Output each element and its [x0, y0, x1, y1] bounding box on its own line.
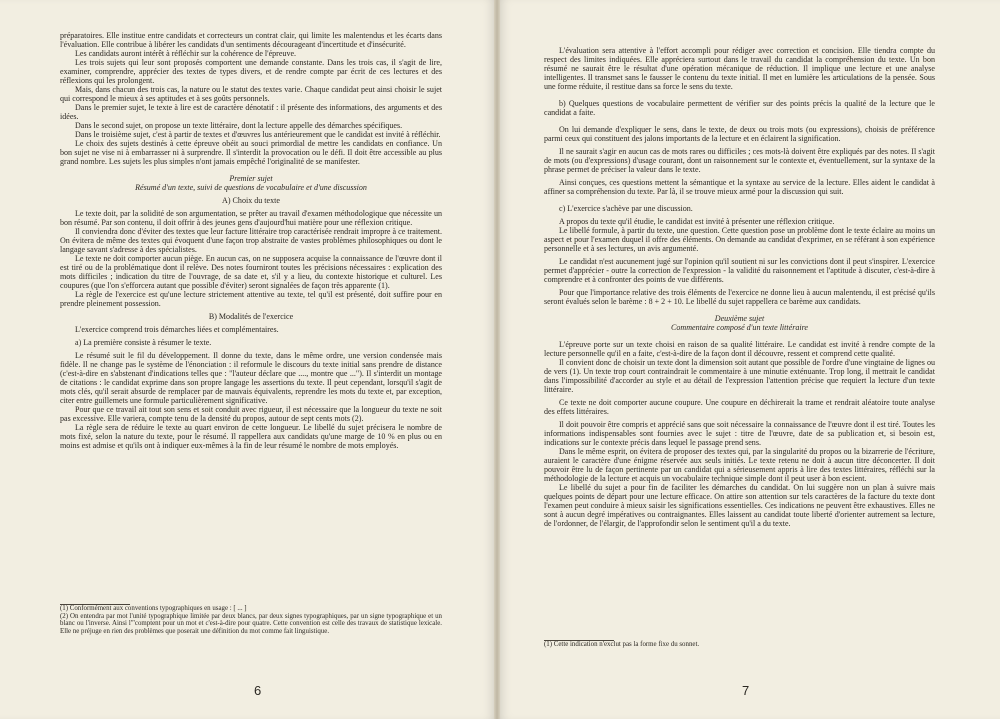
paragraph: Ainsi conçues, ces questions mettent la sémantique et la syntaxe au service de la lecture. Elles aident le candidat à affiner sa compréhension du texte. Par là, il se trouve mieux armé pour la discussion qui suit. — [544, 178, 935, 196]
paragraph: On lui demande d'expliquer le sens, dans le texte, de deux ou trois mots (ou expressions), choisis de préférence parmi ceux qui constituent des jalons importants de la lecture et en éclairent la signification. — [544, 125, 935, 143]
paragraph: Le candidat n'est aucunement jugé sur l'opinion qu'il soutient ni sur les convictions dont il peut s'inspirer. L'exercice permet d'apprécier - outre la correction de l'expression - la validité du raisonnement et l'aptitude à discuter, c'est-à-dire à comprendre et à confronter des points de vue différents. — [544, 257, 935, 284]
paragraph: Dans le troisième sujet, c'est à partir de textes et d'œuvres lus antérieurement que le candidat est invité à réfléchir. — [75, 130, 441, 139]
subsection-title: A) Choix du texte — [222, 196, 280, 205]
paragraph: Ce texte ne doit comporter aucune coupure. Une coupure en déchirerait la trame et rendrait aléatoire toute analyse des effets littéraires. — [544, 398, 935, 416]
paragraph: L'épreuve porte sur un texte choisi en raison de sa qualité littéraire. Le candidat est invité à rendre compte de la lecture personnelle qu'il en a faite, c'est-à-dire de la façon dont il découvre, ressent et comprend cette qualité. — [544, 340, 935, 358]
paragraph: Les trois sujets qui leur sont proposés comportent une demande constante. Dans les trois cas, il s'agit de lire, examiner, comprendre, apprécier des textes de types divers, et de rendre compte par écrit de ces lectures et des réflexions qui les prolongent. — [60, 58, 442, 85]
left-body — [60, 31, 442, 450]
paragraph: Il convient donc de choisir un texte dont la dimension soit autant que possible de l'ordre d'une vingtaine de lignes ou de vers (1). Un texte trop court contraindrait le commentaire à une minutie exténuante. Trop long, il mettrait le candidat dans l'impossibilité d'accorder au style et au détail de l'expression l'attention précise que requiert la lecture d'un texte littéraire. — [544, 358, 935, 394]
subsection-title: B) Modalités de l'exercice — [208, 312, 294, 321]
footnote: (1) Cette indication n'exclut pas la forme fixe du sonnet. — [544, 641, 700, 648]
paragraph: Les candidats auront intérêt à réfléchir sur la cohérence de l'épreuve. — [75, 49, 297, 58]
paragraph: Mais, dans chacun des trois cas, la nature ou le statut des textes varie. Chaque candidat peut ainsi choisir le sujet qui correspond le mieux à ses aptitudes et à ses goûts personnels. — [60, 85, 442, 103]
paragraph: Le texte ne doit comporter aucun piège. En aucun cas, on ne supposera acquise la connaissance de l'œuvre dont il est tiré ou de la problématique dont il relève. Des notes fourniront toutes les précisions nécessaires : explication des mots difficiles ; indication du titre de l'ouvrage, de sa date et, s'il y a lieu, du contexte historique et culturel. Les coupures (que l'on s'efforcera autant que possible d'éviter) seront signalées de façon très apparente (1). — [60, 254, 442, 290]
paragraph: Pour que l'importance relative des trois éléments de l'exercice ne donne lieu à aucun malentendu, il est précisé qu'ils seront évalués selon le barème : 8 + 2 + 10. Le libellé du sujet rappellera ce barème aux candidats. — [544, 288, 935, 306]
footnote: (1) Conformément aux conventions typographiques en usage : [ ... ] — [60, 605, 247, 612]
right-page — [497, 0, 1000, 719]
section-title: Deuxième sujet — [714, 314, 765, 323]
paragraph: L'exercice comprend trois démarches liées et complémentaires. — [75, 325, 279, 334]
right-body — [544, 46, 935, 528]
paragraph: Il ne saurait s'agir en aucun cas de mots rares ou difficiles ; ces mots-là doivent être expliqués par des notes. Il s'agit de mots (ou d'expressions) d'usage courant, dont un raisonnement sur le contexte et, éventuellement, sur la syntaxe de la phrase permet de préciser la valeur dans le texte. — [544, 147, 935, 174]
paragraph: b) Quelques questions de vocabulaire permettent de vérifier sur des points précis la qualité de la lecture que le candidat a faite. — [544, 99, 935, 117]
paragraph: Pour que ce travail ait tout son sens et soit conduit avec rigueur, il est nécessaire que la longueur du texte ne soit pas excessive. Elle variera, compte tenu de la densité du propos, autour de sept cents mots (2). — [60, 405, 442, 423]
section-subtitle: Résumé d'un texte, suivi de questions de vocabulaire et d'une discussion — [135, 183, 367, 192]
paragraph: Le choix des sujets destinés à cette épreuve obéit au souci primordial de mettre les candidats en confiance. Un bon sujet ne vise ni à embarrasser ni à surprendre. Il s'interdit la provocation ou le défi. Il doit être accessible au plus grand nombre. Les sujets les plus simples n'ont jamais empêché l'originalité de se manifester. — [60, 139, 442, 166]
paragraph: Le libellé formule, à partir du texte, une question. Cette question pose un problème dont le texte éclaire au moins un aspect et pour l'examen duquel il offre des éléments. On demande au candidat d'exprimer, en se référant à son expérience personnelle et à ses lectures, un avis argumenté. — [544, 226, 935, 253]
paragraph: A propos du texte qu'il étudie, le candidat est invité à présenter une réflexion critique. — [559, 217, 835, 226]
section-subtitle: Commentaire composé d'un texte littéraire — [671, 323, 808, 332]
section-title: Premier sujet — [229, 174, 273, 183]
paragraph: Le résumé suit le fil du développement. Il donne du texte, dans le même ordre, une version condensée mais fidèle. Il ne change pas le système de l'énonciation : il reformule le discours du texte initial sans prendre de distance (c'est-à-dire en s'abstenant d'indications telles que : "l'auteur déclare que ...., montre que ..."). Il s'interdit un montage de citations : le candidat exprime dans son propre langage les assertions du texte. Il peut cependant, lorsqu'il s'agit de mots clés, qu'il serait absurde de remplacer par de mauvais équivalents, reprendre les mots du texte et, par exception, citer entre guillemets une formule particulièrement significative. — [60, 351, 442, 405]
paragraph: Il conviendra donc d'éviter des textes que leur facture littéraire trop caractérisée rendrait impropre à ce traitement. On évitera de même des textes qui évoquent d'une façon trop abstraite de vastes problèmes philosophiques ou dont le langage savant s'adresse à des spécialistes. — [60, 227, 442, 254]
paragraph: L'évaluation sera attentive à l'effort accompli pour rédiger avec correction et concision. Elle tiendra compte du respect des limites indiquées. Elle appréciera surtout dans le travail du candidat la compréhension du texte. Un bon résumé ne saurait être le résultat d'une opération mécanique de réduction. Il implique une lecture et une analyse intelligentes. Il transmet sans le fausser le contenu du texte initial. Il met en lumière les articulations de la pensée. Sous une forme réduite, il restitue dans sa force le sens du texte. — [544, 46, 935, 91]
paragraph: La règle de l'exercice est qu'une lecture strictement attentive au texte, tel qu'il est présenté, doit suffire pour en prendre pleinement possession. — [60, 290, 442, 308]
footnote: (2) On entendra par mot l'unité typographique limitée par deux blancs, par deux signes typographiques, par un signe typographique et un blanc ou l'inverse. Ainsi l'"comptent pour un mot et c'est-à-dire pour quatre. Cette convention est celle des travaux de statistique lexicale. Elle ne préjuge en rien des problèmes que poserait une définition du mot comme fait linguistique. — [60, 612, 442, 635]
page-number: 7 — [742, 683, 750, 698]
page-number: 6 — [254, 683, 262, 698]
paragraph: Il doit pouvoir être compris et apprécié sans que soit nécessaire la connaissance de l'œuvre dont il est tiré. Toutes les informations indispensables sont fournies avec le sujet : titre de l'œuvre, date de sa publication et, si besoin est, indications sur le contexte précis dans lequel le passage prend sens. — [544, 420, 935, 447]
paragraph: préparatoires. Elle institue entre candidats et correcteurs un contrat clair, qui limite les malentendus et les écarts dans l'évaluation. Elle contribue à libérer les candidats d'un sentiments décourageant d'incertitude et d'insécurité. — [60, 31, 442, 49]
paragraph: a) La première consiste à résumer le texte. — [75, 338, 212, 347]
paragraph: Le texte doit, par la solidité de son argumentation, se prêter au travail d'examen méthodologique que nécessite un bon résumé. Par son contenu, il doit offrir à des jeunes gens d'aujourd'hui matière pour une réflexion critique. — [60, 209, 442, 227]
right-footnotes — [544, 640, 935, 649]
book-gutter — [494, 0, 500, 719]
left-page — [0, 0, 497, 719]
paragraph: Le libellé du sujet a pour fin de faciliter les démarches du candidat. On lui suggère non un plan à suivre mais quelques points de départ pour une lecture efficace. On attire son attention sur tels caractères de la facture du texte dont l'examen peut conduire à mieux saisir les significations essentielles. Ces indications ne peuvent être exhaustives. Elles ne sont à aucun degré impératives ou contraignantes. Elles laissent au candidat toute liberté d'orienter autrement sa lecture, de l'ordonner, de l'élargir, de l'approfondir selon le sentiment qu'il a du texte. — [544, 483, 935, 528]
paragraph: Dans le second sujet, on propose un texte littéraire, dont la lecture appelle des démarches spécifiques. — [75, 121, 403, 130]
paragraph: Dans le premier sujet, le texte à lire est de caractère dénotatif : il présente des informations, des arguments et des idées. — [60, 103, 442, 121]
left-footnotes — [60, 604, 442, 635]
paragraph: c) L'exercice s'achève par une discussion. — [559, 204, 693, 213]
paragraph: Dans le même esprit, on évitera de proposer des textes qui, par la singularité du propos ou la bizarrerie de l'écriture, auraient le caractère d'une énigme réservée aux seuls initiés. Le texte retenu ne doit à aucun titre déconcerter. Il doit pouvoir être lu de façon pertinente par un candidat qui a sérieusement appris à lire des textes littéraires, réfléchi sur la méthodologie de la lecture et acquis un vocabulaire technique simple dont il peut user à bon escient. — [544, 447, 935, 483]
paragraph: La règle sera de réduire le texte au quart environ de cette longueur. Le libellé du sujet précisera le nombre de mots fixé, selon la nature du texte, pour le résumé. Il rappellera aux candidats qu'une marge de 10 % en plus ou en moins est admise et qu'ils ont à indiquer eux-mêmes à la fin de leur résumé le nombre de mots employés. — [60, 423, 442, 450]
